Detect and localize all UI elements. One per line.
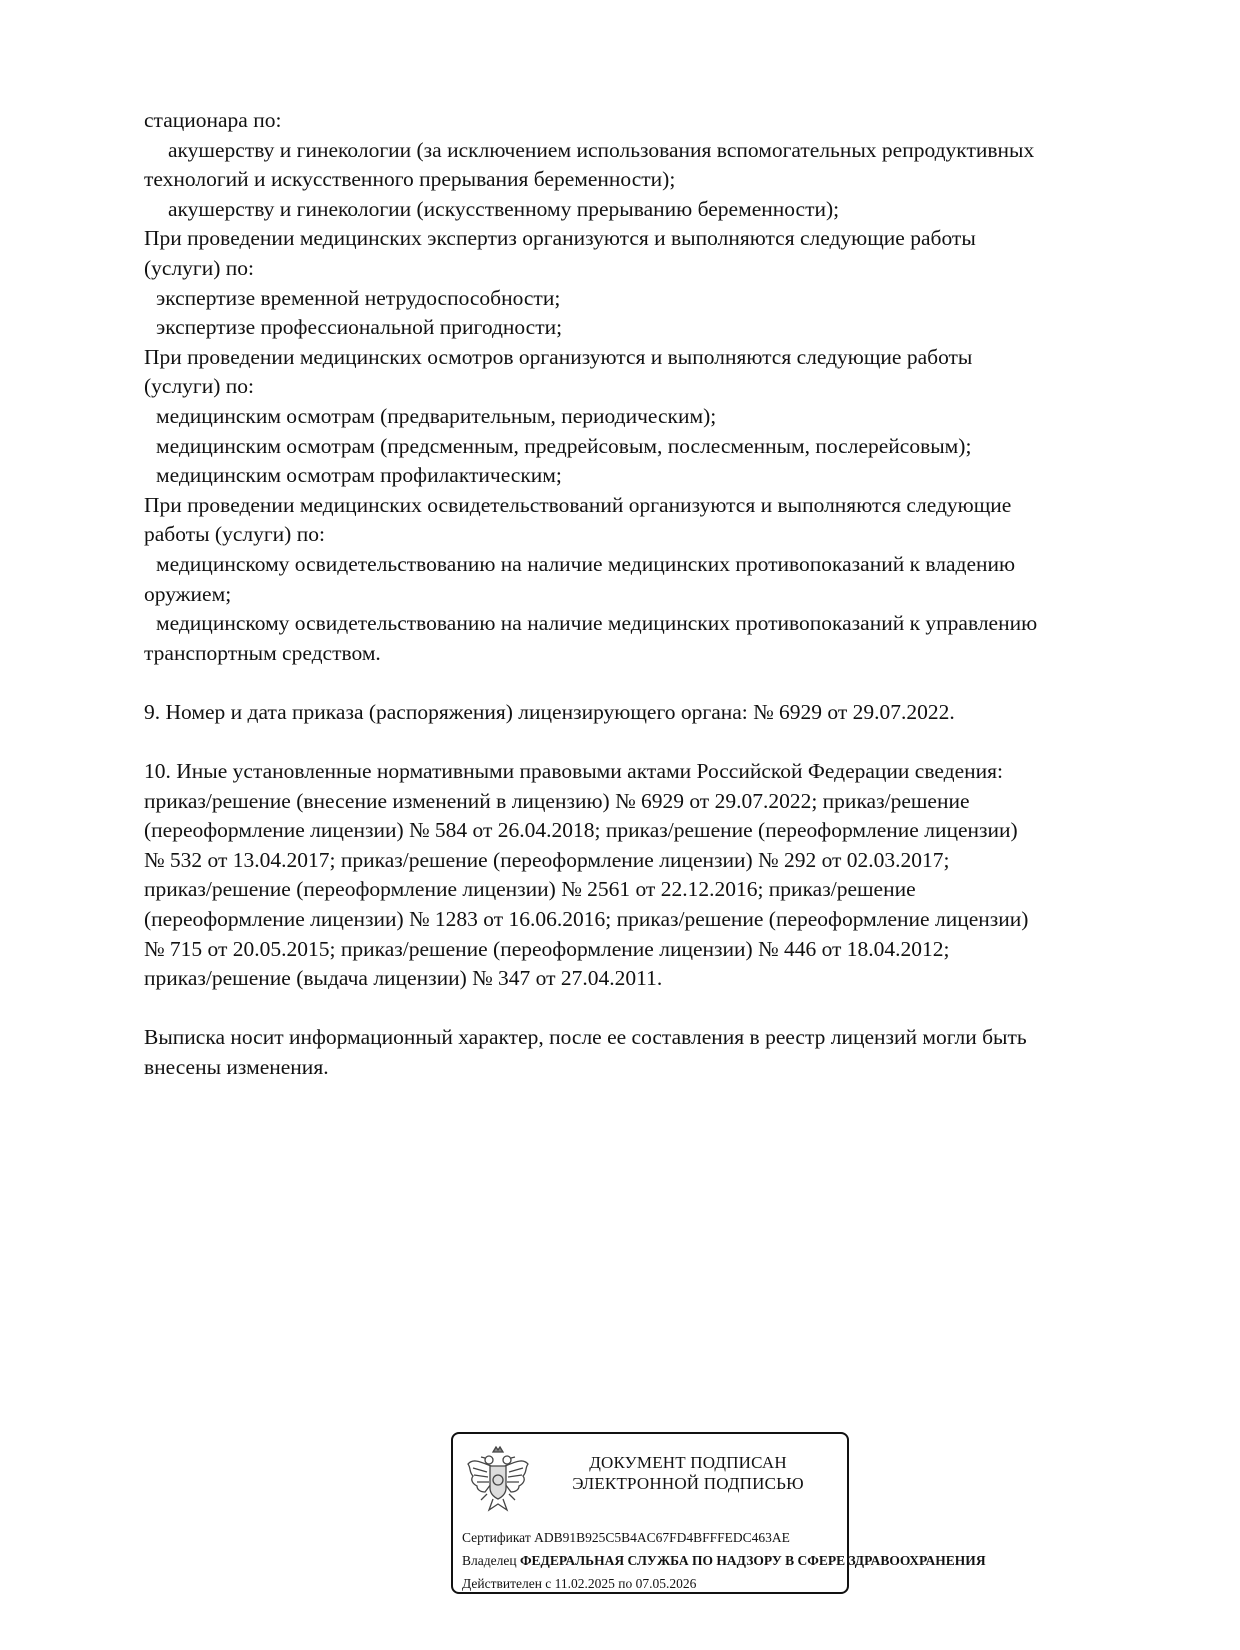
text-line: (услуги) по: bbox=[144, 255, 255, 280]
text-line: работы (услуги) по: bbox=[144, 522, 325, 547]
text-line: медицинскому освидетельствованию на наличие медицинских противопоказаний к владению bbox=[156, 551, 1016, 576]
text-line: транспортным средством. bbox=[144, 640, 381, 665]
text-line: стационара по: bbox=[144, 108, 282, 132]
electronic-signature-stamp bbox=[451, 1432, 986, 1594]
stamp-owner bbox=[462, 1553, 986, 1569]
certificate-value: ADB91B925C5B4AC67FD4BFFFEDC463AE bbox=[534, 1530, 790, 1545]
text-line: акушерству и гинекологии (искусственному прерыванию беременности); bbox=[168, 196, 840, 221]
text-line: медицинским осмотрам (предсменным, предрейсовым, послесменным, послерейсовым); bbox=[156, 433, 972, 458]
text-line: акушерству и гинекологии (за исключением использования вспомогательных репродуктивных bbox=[168, 137, 1035, 162]
stamp-validity: Действителен с 11.02.2025 по 07.05.2026 bbox=[462, 1576, 697, 1591]
text-line: приказ/решение (переоформление лицензии) № 2561 от 22.12.2016; приказ/решение bbox=[144, 877, 916, 902]
paragraph-gap bbox=[144, 668, 1164, 698]
text-line: медицинским осмотрам профилактическим; bbox=[156, 463, 562, 488]
text-line: медицинским осмотрам (предварительным, периодическим); bbox=[156, 403, 717, 428]
text-line: (переоформление лицензии) № 1283 от 16.06.2016; приказ/решение (переоформление лицензии) bbox=[144, 907, 1029, 932]
text-line: Выписка носит информационный характер, после ее составления в реестр лицензий могли быть bbox=[144, 1025, 1027, 1050]
text-line: При проведении медицинских экспертиз организуются и выполняются следующие работы bbox=[144, 226, 976, 251]
text-line: При проведении медицинских осмотров организуются и выполняются следующие работы bbox=[144, 344, 973, 369]
document-body bbox=[144, 106, 1164, 1083]
text-line: оружием; bbox=[144, 581, 232, 606]
text-line: экспертизе временной нетрудоспособности; bbox=[156, 285, 561, 310]
text-line: 10. Иные установленные нормативными правовыми актами Российской Федерации сведения: bbox=[144, 759, 1003, 784]
text-line: медицинскому освидетельствованию на наличие медицинских противопоказаний к управлению bbox=[156, 611, 1038, 636]
certificate-label: Сертификат bbox=[462, 1530, 531, 1545]
text-line: экспертизе профессиональной пригодности; bbox=[156, 315, 563, 340]
paragraph-gap bbox=[144, 994, 1164, 1024]
text-line: При проведении медицинских освидетельствований организуются и выполняются следующие bbox=[144, 492, 1012, 517]
text-line: 9. Номер и дата приказа (распоряжения) лицензирующего органа: № 6929 от 29.07.2022. bbox=[144, 699, 955, 724]
owner-label: Владелец bbox=[462, 1553, 517, 1568]
text-line: № 532 от 13.04.2017; приказ/решение (переоформление лицензии) № 292 от 02.03.2017; bbox=[144, 847, 950, 872]
text-line: (услуги) по: bbox=[144, 374, 255, 399]
stamp-certificate bbox=[462, 1530, 790, 1546]
stamp-title bbox=[543, 1452, 833, 1494]
text-line: (переоформление лицензии) № 584 от 26.04.2018; приказ/решение (переоформление лицензии) bbox=[144, 818, 1018, 843]
text-line: внесены изменения. bbox=[144, 1055, 329, 1079]
paragraph-gap bbox=[144, 727, 1164, 757]
text-line: приказ/решение (внесение изменений в лицензию) № 6929 от 29.07.2022; приказ/решение bbox=[144, 788, 970, 813]
text-line: № 715 от 20.05.2015; приказ/решение (переоформление лицензии) № 446 от 18.04.2012; bbox=[144, 936, 950, 961]
stamp-title-line-2: ЭЛЕКТРОННОЙ ПОДПИСЬЮ bbox=[572, 1474, 804, 1493]
owner-value: ФЕДЕРАЛЬНАЯ СЛУЖБА ПО НАДЗОРУ В СФЕРЕ ЗДРАВООХРАНЕНИЯ bbox=[519, 1553, 986, 1568]
stamp-title-line-1: ДОКУМЕНТ ПОДПИСАН bbox=[589, 1453, 787, 1472]
text-line: технологий и искусственного прерывания беременности); bbox=[144, 167, 676, 192]
coat-of-arms-icon bbox=[465, 1444, 531, 1516]
text-line: приказ/решение (выдача лицензии) № 347 от 27.04.2011. bbox=[144, 966, 663, 991]
